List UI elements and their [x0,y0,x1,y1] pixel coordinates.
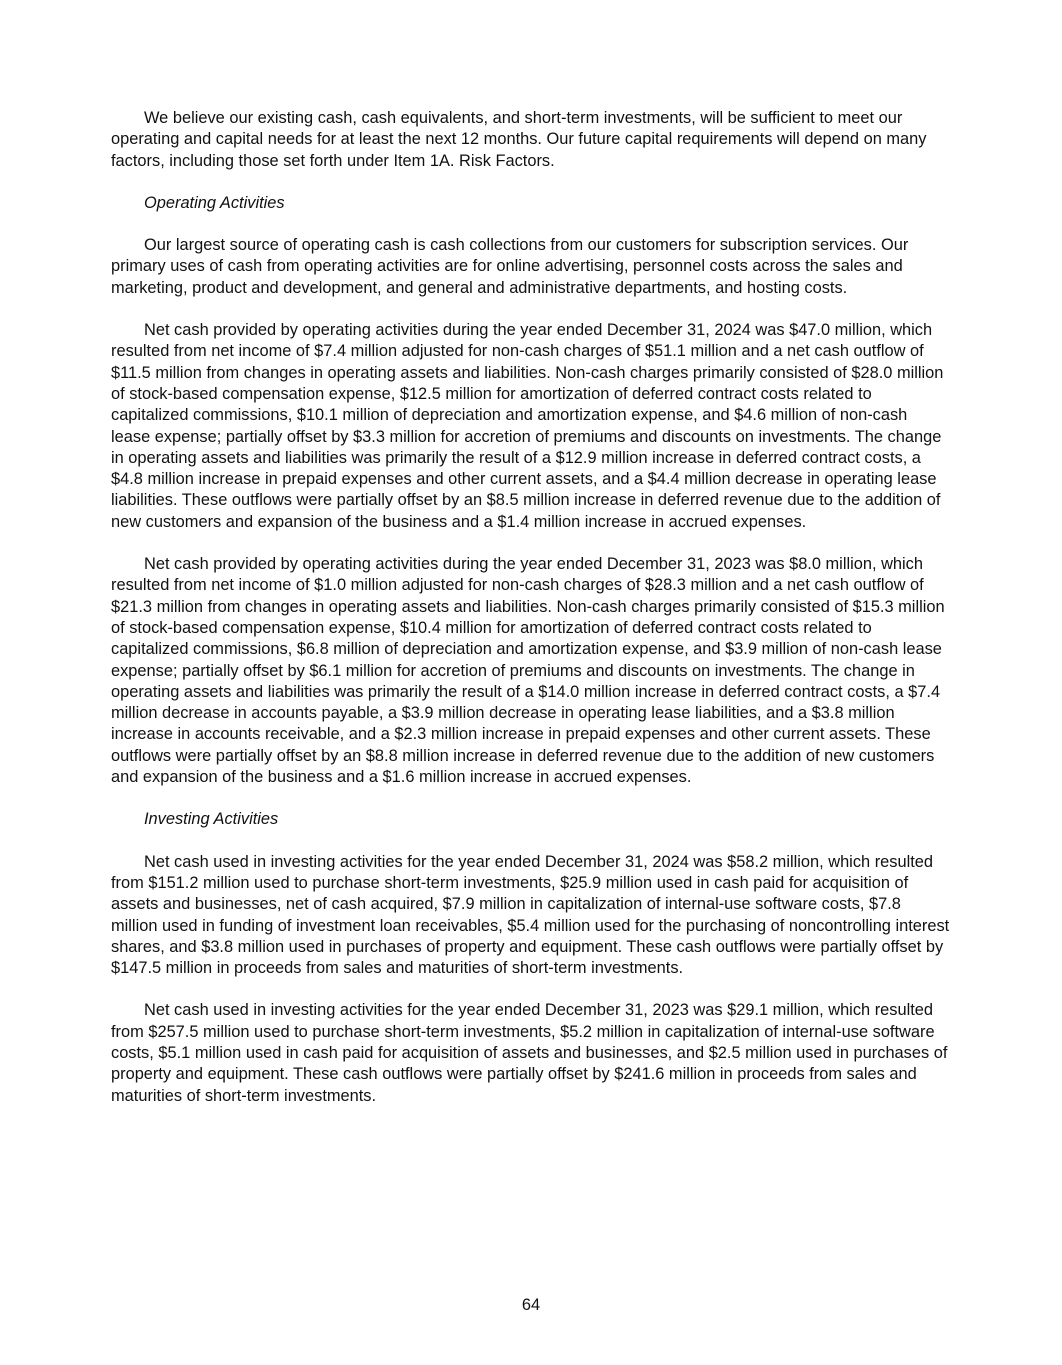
paragraph-operating-2024: Net cash provided by operating activities during the year ended December 31, 2024 was $47.0 million, which resulted from net income of $7.4 million adjusted for non-cash charges of $51.1 million and a net cash outflow of $11.5 million from changes in operating assets and liabilities. Non-cash charges primarily consisted of $28.0 million of stock-based compensation expense, $12.5 million for amortization of deferred contract costs related to capitalized commissions, $10.1 million of depreciation and amortization expense, and $4.6 million of non-cash lease expense; partially offset by $3.3 million for accretion of premiums and discounts on investments. The change in operating assets and liabilities was primarily the result of a $12.9 million increase in deferred contract costs, a $4.8 million increase in prepaid expenses and other current assets, and a $4.4 million decrease in operating lease liabilities. These outflows were partially offset by an $8.5 million increase in deferred revenue due to the addition of new customers and expansion of the business and a $1.4 million increase in accrued expenses. [111,321,944,531]
page-number: 64 [521,1296,541,1314]
paragraph-investing-2023: Net cash used in investing activities for the year ended December 31, 2023 was $29.1 million, which resulted from $257.5 million used to purchase short-term investments, $5.2 million in capitalization of internal-use software costs, $5.1 million used in cash paid for acquisition of assets and businesses, and $2.5 million used in purchases of property and equipment. These cash outflows were partially offset by $241.6 million in proceeds from sales and maturities of short-term investments. [111,1001,948,1105]
paragraph-operating-2023: Net cash provided by operating activities during the year ended December 31, 2023 was $8.0 million, which resulted from net income of $1.0 million adjusted for non-cash charges of $28.3 million and a net cash outflow of $21.3 million from changes in operating assets and liabilities. Non-cash charges primarily consisted of $15.3 million of stock-based compensation expense, $10.4 million for amortization of deferred contract costs related to capitalized commissions, $6.8 million of depreciation and amortization expense, and $3.9 million of non-cash lease expense; partially offset by $6.1 million for accretion of premiums and discounts on investments. The change in operating assets and liabilities was primarily the result of a $14.0 million increase in deferred contract costs, a $7.4 million decrease in accounts payable, a $3.9 million decrease in operating lease liabilities, and a $3.8 million increase in accounts receivable, and a $2.3 million increase in prepaid expenses and other current assets. These outflows were partially offset by an $8.8 million increase in deferred revenue due to the addition of new customers and expansion of the business and a $1.6 million increase in accrued expenses. [111,555,945,787]
paragraph-liquidity: We believe our existing cash, cash equivalents, and short-term investments, will be sufficient to meet our operating and capital needs for at least the next 12 months. Our future capital requirements will depend on many factors, including those set forth under Item 1A. Risk Factors. [111,109,927,170]
document-body [111,108,951,1128]
heading-operating-activities: Operating Activities [144,193,285,212]
heading-investing-activities: Investing Activities [144,810,279,829]
paragraph-operating-sources: Our largest source of operating cash is cash collections from our customers for subscription services. Our primary uses of cash from operating activities are for online advertising, personnel costs across the sales and marketing, product and development, and general and administrative departments, and hosting costs. [111,236,909,297]
paragraph-investing-2024: Net cash used in investing activities for the year ended December 31, 2024 was $58.2 million, which resulted from $151.2 million used to purchase short-term investments, $25.9 million used in cash paid for acquisition of assets and businesses, net of cash acquired, $7.9 million in capitalization of internal-use software costs, $7.8 million used in funding of investment loan receivables, $5.4 million used for the purchasing of noncontrolling interest shares, and $3.8 million used in purchases of property and equipment. These cash outflows were partially offset by $147.5 million in proceeds from sales and maturities of short-term investments. [111,852,950,978]
